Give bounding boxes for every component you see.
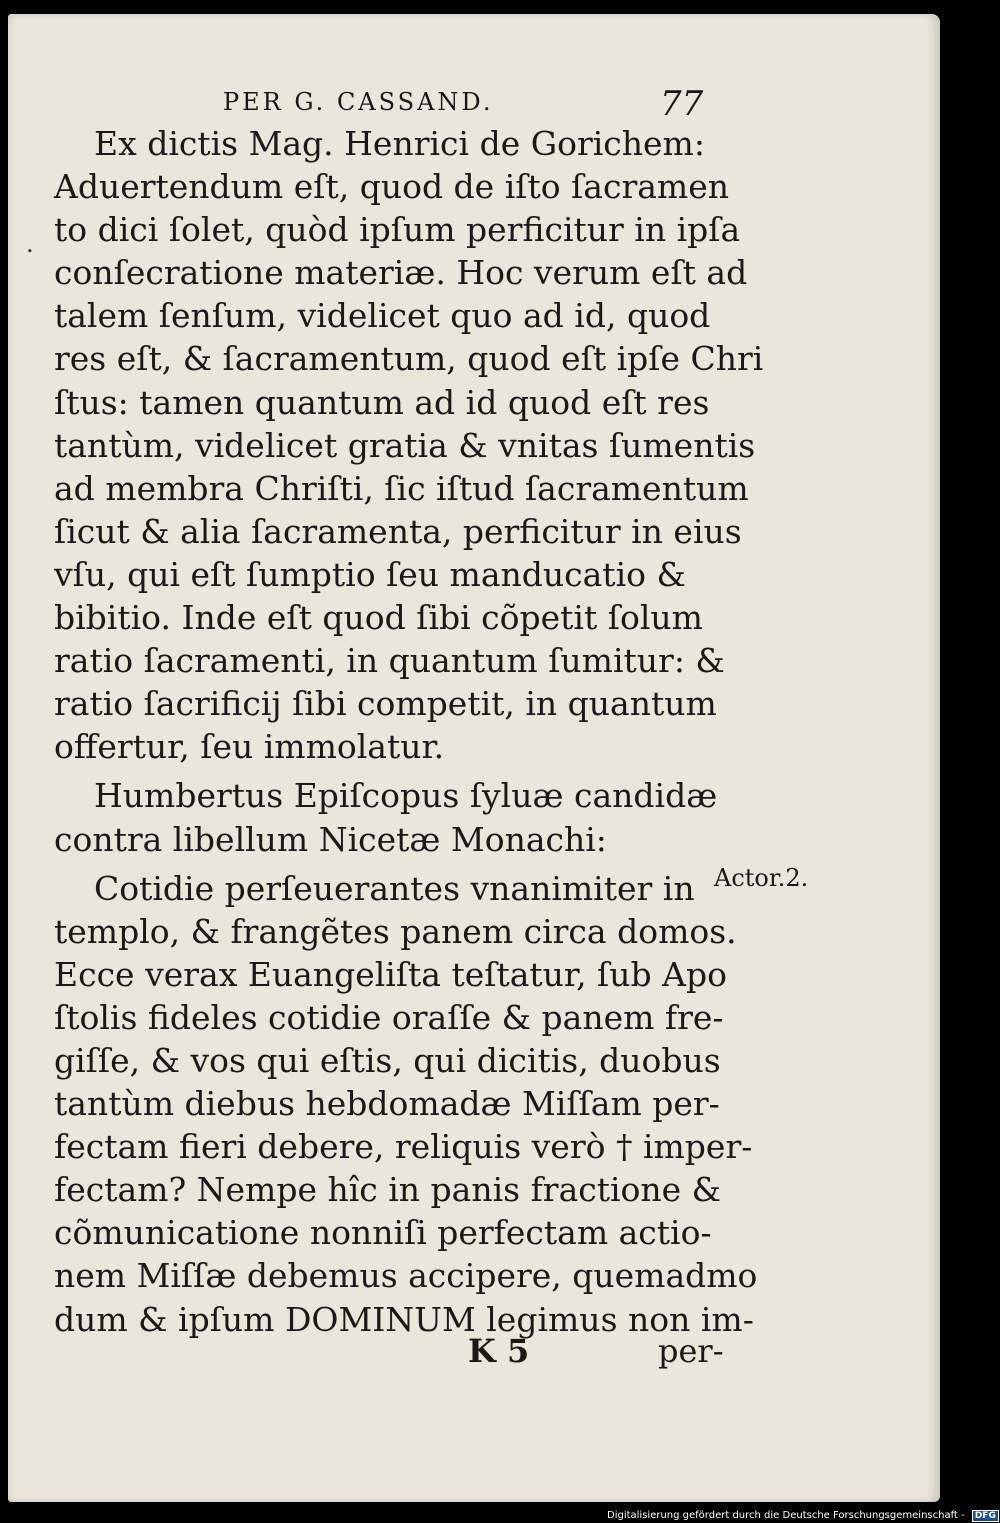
text-line: contra libellum Nicetæ Monachi: [54,819,607,859]
margin-mark: . [26,230,34,258]
text-line: Ecce verax Euangeliſta teſtatur, ſub Apo [54,954,727,994]
text-line: Ex dictis Mag. Henrici de Gorichem: [94,124,705,163]
text-line: Aduertendum eſt, quod de iſto ſacramen [54,167,729,207]
page-footer [468,1332,728,1372]
text-line: Humbertus Epiſcopus ſyluæ candidæ [94,776,718,816]
text-line: ratio ſacramenti, in quantum ſumitur: & [54,641,725,681]
dfg-logo: DFG [972,1510,999,1522]
text-line: Cotidie perſeuerantes vnanimiter in [94,868,695,908]
text-line: res eſt, & ſacramentum, quod eſt ipſe Chri [54,339,764,379]
text-line: to dici ſolet, quòd ipſum perficitur in ipſa [54,210,741,250]
text-line: dum & ipſum DOMINUM legimus non im- [54,1299,754,1339]
text-line: bibitio. Inde eſt quod ſibi cõpetit ſolum [54,598,703,638]
running-title: PER G. CASSAND. [223,88,494,116]
text-line: ſicut & alia ſacramenta, perficitur in eius [54,511,742,551]
text-line: fectam? Nempe hîc in panis fractione & [54,1170,722,1210]
text-line: tantùm, videlicet gratia & vnitas ſumentis [54,425,756,465]
text-line: giſſe, & vos qui eſtis, qui dicitis, duobus [54,1040,721,1080]
text-line: ratio ſacrificij ſibi competit, in quantum [54,684,717,724]
credit-text: Digitalisierung gefördert durch die Deutsche Forschungsgemeinschaft - [607,1510,965,1521]
page-header [223,84,703,124]
text-line: offertur, ſeu immolatur. [54,727,445,767]
text-line: vſu, qui eſt ſumptio ſeu manducatio & [54,554,686,594]
text-line: ad membra Chriſti, ſic iſtud ſacramentum [54,468,749,508]
book-page [8,14,940,1502]
text-line: talem ſenſum, videlicet quo ad id, quod [54,296,711,336]
catchword: per- [658,1332,724,1370]
text-line: ſtus: tamen quantum ad id quod eſt res [54,382,710,422]
text-line: fectam fieri debere, reliquis verò † imper- [54,1127,753,1167]
digitization-credit [607,1510,999,1522]
text-line: tantùm diebus hebdomadæ Miſſam per- [54,1084,720,1124]
text-line: templo, & frangẽtes panem circa domos. [54,911,737,951]
text-line: nem Miſſæ debemus accipere, quemadmo [54,1256,758,1296]
marginal-note: Actor.2. [714,864,809,892]
text-line: ſtolis fideles cotidie oraſſe & panem fre- [54,997,724,1037]
page-number: 77 [660,84,704,124]
text-line: conſecratione materiæ. Hoc verum eſt ad [54,253,748,293]
text-line: cõmunicatione nonniſi perfectam actio- [54,1213,712,1253]
signature-mark: K 5 [468,1332,530,1370]
